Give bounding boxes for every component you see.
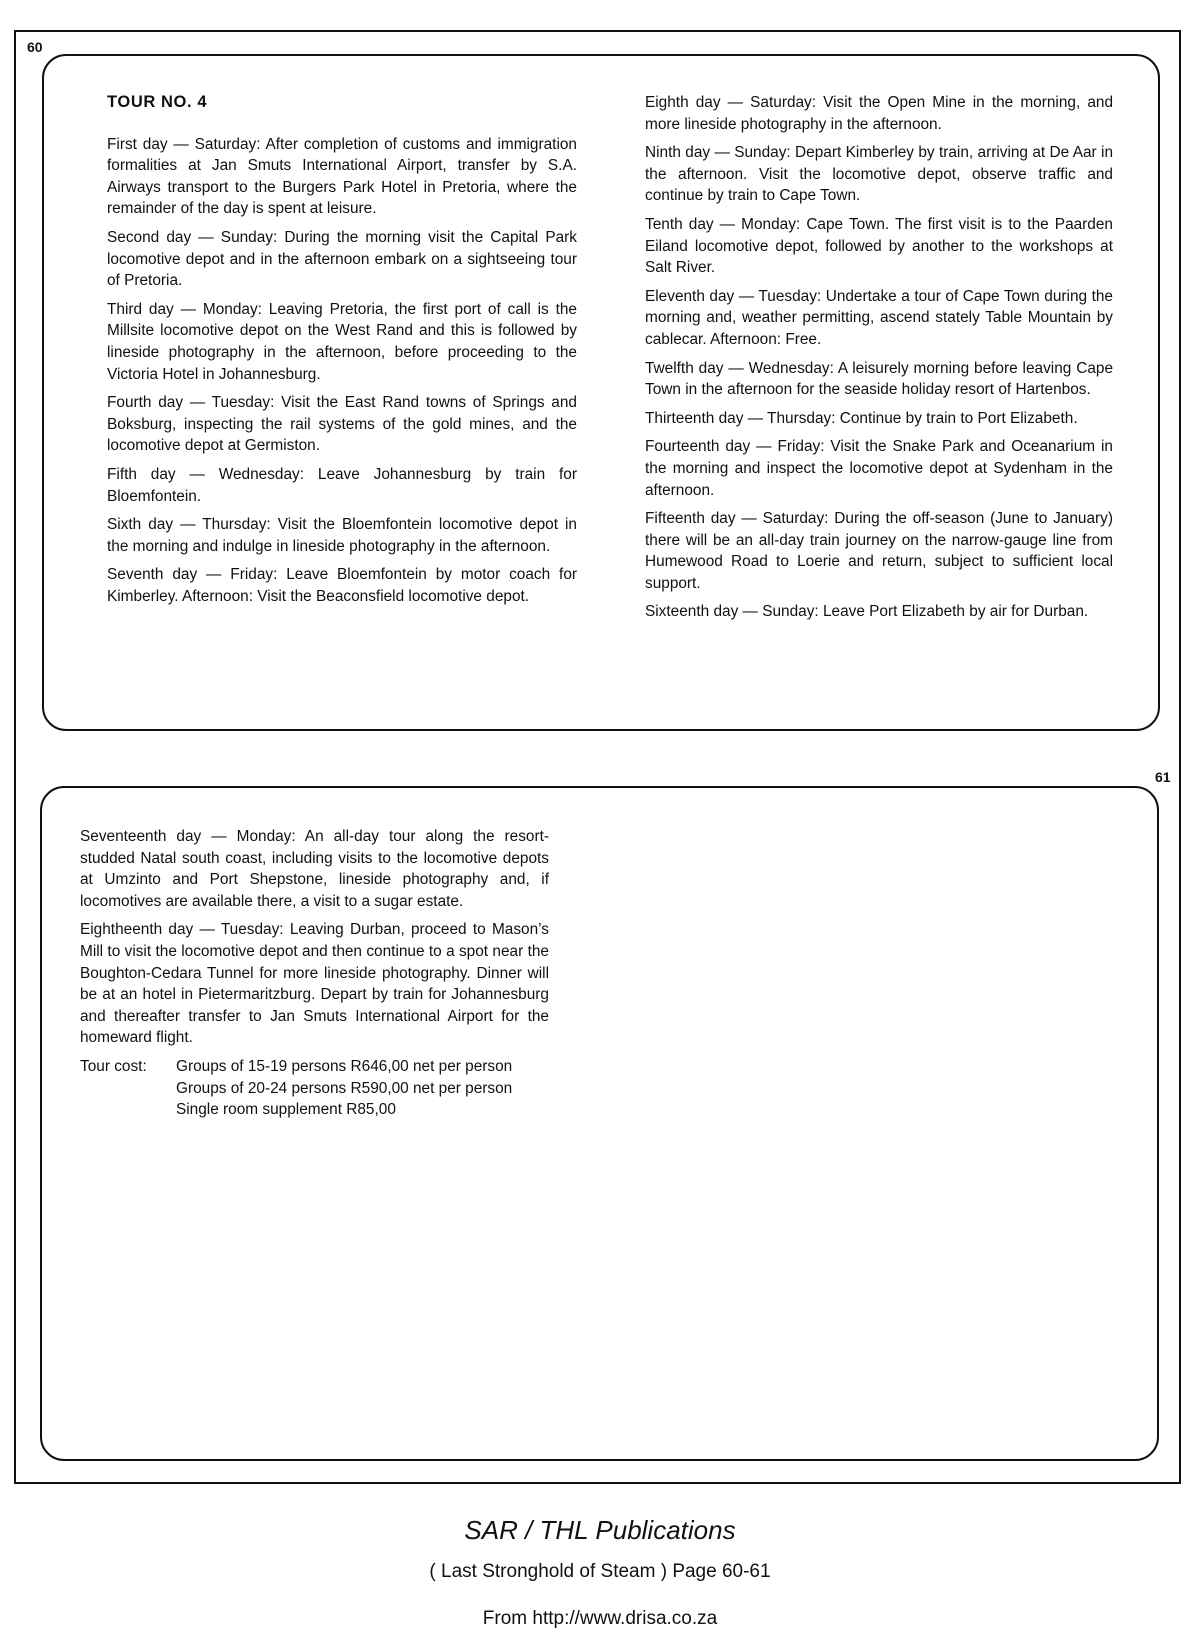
page-number-left: 60 bbox=[27, 39, 43, 55]
itinerary-day-13: Thirteenth day — Thursday: Continue by train to Port Elizabeth. bbox=[645, 409, 1078, 427]
itinerary-day-5: Fifth day — Wednesday: Leave Johannesburg by train for Bloemfontein. bbox=[107, 465, 577, 505]
tour-cost-line: Groups of 15-19 persons R646,00 net per person bbox=[176, 1057, 513, 1075]
itinerary-day-14: Fourteenth day — Friday: Visit the Snake Park and Oceanarium in the morning and inspect the locomotive depot at Sydenham in the afternoon. bbox=[645, 438, 1113, 499]
bottom-column bbox=[80, 826, 549, 1121]
itinerary-day-1: First day — Saturday: After completion of customs and immigration formalities at Jan Smuts International Airport, transfer by S.A. Airways transport to the Burgers Park Hotel in Pretoria, where the remainder of the day is spent at leisure. bbox=[107, 135, 577, 218]
itinerary-day-10: Tenth day — Monday: Cape Town. The first visit is to the Paarden Eiland locomotive depot, followed by another to the workshops at Salt River. bbox=[645, 215, 1113, 277]
itinerary-day-9: Ninth day — Sunday: Depart Kimberley by train, arriving at De Aar in the afternoon. Visit the locomotive depot, observe traffic and continue by train to Cape Town. bbox=[645, 144, 1113, 205]
footer-subtitle: ( Last Stronghold of Steam ) Page 60-61 bbox=[429, 1561, 771, 1582]
itinerary-day-6: Sixth day — Thursday: Visit the Bloemfontein locomotive depot in the morning and indulge in lineside photography in the afternoon. bbox=[107, 516, 577, 555]
footer-title: SAR / THL Publications bbox=[464, 1515, 736, 1545]
tour-cost-lines bbox=[176, 1056, 512, 1121]
itinerary-day-2: Second day — Sunday: During the morning visit the Capital Park locomotive depot and in the afternoon embark on a sightseeing tour of Pretoria. bbox=[107, 228, 577, 290]
page-number-right: 61 bbox=[1155, 769, 1171, 785]
itinerary-day-15: Fifteenth day — Saturday: During the off-season (June to January) there will be an all-day train journey on the narrow-gauge line from Humewood Road to Loerie and return, subject to sufficient local support. bbox=[645, 510, 1113, 592]
tour-cost-line: Groups of 20-24 persons R590,00 net per person bbox=[176, 1079, 513, 1097]
itinerary-day-16: Sixteenth day — Sunday: Leave Port Elizabeth by air for Durban. bbox=[645, 603, 1089, 621]
itinerary-day-18: Eightheenth day — Tuesday: Leaving Durban, proceed to Mason’s Mill to visit the locomotive depot and then continue to a spot near the Boughton-Cedara Tunnel for more lineside photography. Dinner will be at an hotel in Pietermaritzburg. Depart by train for Johannesburg and thereafter transfer to Jan Smuts International Airport for the homeward flight. bbox=[80, 921, 549, 1047]
footer-source: From http://www.drisa.co.za bbox=[482, 1608, 718, 1629]
tour-title: TOUR NO. 4 bbox=[107, 93, 208, 111]
itinerary-day-4: Fourth day — Tuesday: Visit the East Rand towns of Springs and Boksburg, inspecting the rail systems of the gold mines, and the locomotive depot at Germiston. bbox=[107, 394, 577, 455]
left-column bbox=[107, 92, 577, 614]
itinerary-day-7: Seventh day — Friday: Leave Bloemfontein by motor coach for Kimberley. Afternoon: Visit the Beaconsfield locomotive depot. bbox=[107, 566, 577, 605]
right-column bbox=[645, 92, 1113, 630]
tour-cost-line: Single room supplement R85,00 bbox=[176, 1101, 396, 1119]
itinerary-day-3: Third day — Monday: Leaving Pretoria, the first port of call is the Millsite locomotive depot on the West Rand and this is followed by lineside photography in the afternoon, before proceeding to the Victoria Hotel in Johannesburg. bbox=[107, 300, 577, 383]
itinerary-day-17: Seventeenth day — Monday: An all-day tour along the resort-studded Natal south coast, including visits to the locomotive depots at Umzinto and Port Shepstone, lineside photography and, if locomotives are available there, a visit to a sugar estate. bbox=[80, 828, 549, 910]
itinerary-day-11: Eleventh day — Tuesday: Undertake a tour of Cape Town during the morning and, weather permitting, ascend stately Table Mountain by cablecar. Afternoon: Free. bbox=[645, 287, 1113, 348]
tour-cost-label: Tour cost: bbox=[80, 1057, 147, 1075]
itinerary-day-8: Eighth day — Saturday: Visit the Open Mine in the morning, and more lineside photography in the afternoon. bbox=[645, 94, 1113, 133]
itinerary-day-12: Twelfth day — Wednesday: A leisurely morning before leaving Cape Town in the afternoon for the seaside holiday resort of Hartenbos. bbox=[645, 359, 1113, 399]
tour-cost bbox=[80, 1056, 549, 1121]
